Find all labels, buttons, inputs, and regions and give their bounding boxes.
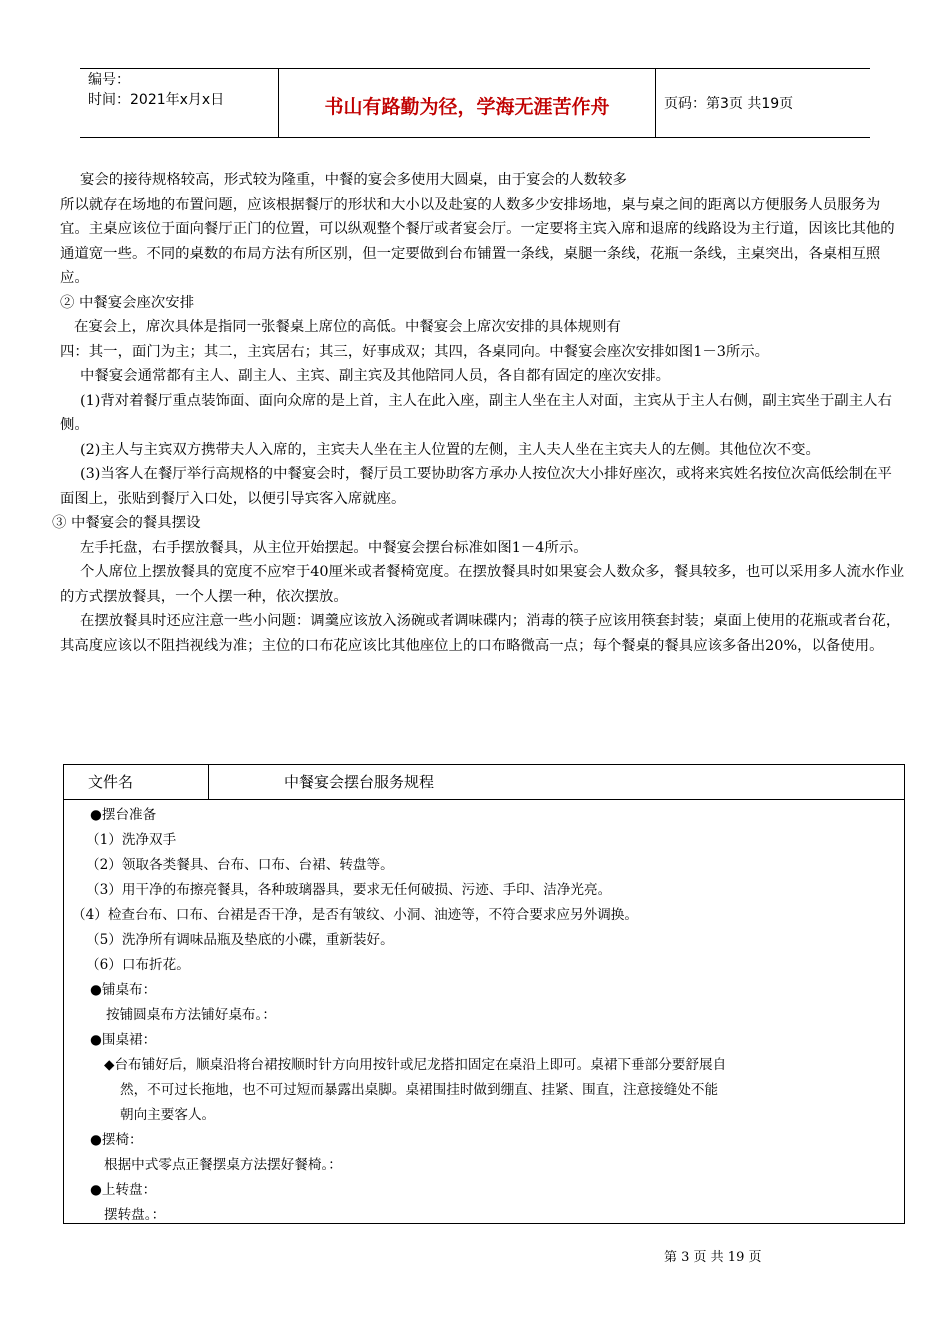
procedure-list bbox=[64, 803, 904, 1228]
list-item: （3）用干净的布擦亮餐具，各种玻璃器具，要求无任何破损、污迹、手印、洁净光亮。 bbox=[86, 882, 612, 898]
table-value-cell: 中餐宴会摆台服务规程 bbox=[284, 773, 435, 791]
list-item: ●上转盘： bbox=[90, 1182, 157, 1198]
list-item: ●摆椅： bbox=[90, 1132, 143, 1148]
paragraph: 在宴会上，席次具体是指同一张餐桌上席位的高低。中餐宴会上席次安排的具体规则有 bbox=[74, 319, 621, 335]
header-meta-cell bbox=[80, 69, 279, 137]
list-item: ●围桌裙： bbox=[90, 1032, 157, 1048]
list-item: （2）领取各类餐具、台布、口布、台裙、转盘等。 bbox=[86, 857, 394, 873]
list-item: （1）洗净双手 bbox=[86, 832, 177, 848]
list-item: 摆转盘。： bbox=[104, 1207, 166, 1223]
header-page-cell bbox=[656, 69, 870, 137]
document-number: 编号： bbox=[88, 72, 130, 88]
paragraph: (3)当客人在餐厅举行高规格的中餐宴会时，餐厅员工要协助客方承办人按位次大小排好座次，或将来宾姓名按位次高低绘制在平面图上，张贴到餐厅入口处，以便引导宾客入席就座。 bbox=[60, 466, 892, 507]
paragraph: (1)背对着餐厅重点装饰面、面向众席的是上首，主人在此入座，副主人坐在主人对面，主宾从于主人右侧，副主宾坐于副主人右侧。 bbox=[60, 392, 892, 433]
list-item: ●铺桌布： bbox=[90, 982, 157, 998]
paragraph: 左手托盘，右手摆放餐具，从主位开始摆起。中餐宴会摆台标准如图1－4所示。 bbox=[80, 539, 588, 556]
section-heading: ② 中餐宴会座次安排 bbox=[60, 294, 195, 311]
paragraph: 个人席位上摆放餐具的宽度不应窄于40厘米或者餐椅宽度。在摆放餐具时如果宴会人数众多，餐具较多，也可以采用多人流水作业的方式摆放餐具，一个人摆一种，依次摆放。 bbox=[60, 564, 905, 605]
list-item: （6）口布折花。 bbox=[86, 957, 190, 973]
list-item: 根据中式零点正餐摆桌方法摆好餐椅。： bbox=[104, 1157, 342, 1173]
header-motto-cell bbox=[279, 69, 656, 137]
paragraph: 宴会的接待规格较高，形式较为隆重，中餐的宴会多使用大圆桌，由于宴会的人数较多 bbox=[80, 172, 627, 188]
table-header-row bbox=[64, 765, 904, 800]
procedure-table bbox=[63, 764, 905, 1224]
table-key-cell: 文件名 bbox=[64, 765, 209, 799]
paragraph: 在摆放餐具时还应注意一些小问题：调羹应该放入汤碗或者调味碟内；消毒的筷子应该用筷套封装；桌面上使用的花瓶或者台花，其高度应该以不阻挡视线为准；主位的口布花应该比其他座位上的口布略微高一点；每个餐桌的餐具应该多备出20%，以备使用。 bbox=[60, 613, 901, 654]
list-item: 朝向主要客人。 bbox=[120, 1107, 216, 1123]
list-item: ●摆台准备 bbox=[90, 807, 157, 823]
header-page-info: 页码：第3页 共19页 bbox=[664, 96, 794, 112]
list-item: 按铺圆桌布方法铺好桌布。： bbox=[106, 1007, 276, 1023]
paragraph: 四：其一，面门为主；其二，主宾居右；其三，好事成双；其四，各桌同向。中餐宴会座次安排如图1－3所示。 bbox=[60, 343, 770, 360]
page-header bbox=[80, 68, 870, 138]
list-item: ◆台布铺好后，顺桌沿将台裙按顺时针方向用按针或尼龙搭扣固定在桌沿上即可。桌裙下垂部分要舒展自 bbox=[104, 1057, 727, 1073]
section-heading: ③ 中餐宴会的餐具摆设 bbox=[52, 515, 201, 531]
body-text bbox=[52, 168, 905, 658]
list-item: （4）检查台布、口布、台裙是否干净，是否有皱纹、小洞、油迹等，不符合要求应另外调换。 bbox=[72, 907, 638, 923]
header-motto: 书山有路勤为径，学海无涯苦作舟 bbox=[324, 96, 610, 118]
list-item: （5）洗净所有调味品瓶及垫底的小碟，重新装好。 bbox=[86, 932, 394, 948]
page-footer: 第 3 页 共 19 页 bbox=[664, 1250, 762, 1265]
list-item: 然，不可过长拖地，也不可过短而暴露出桌脚。桌裙围挂时做到绷直、挂紧、围直，注意接缝处不能 bbox=[120, 1082, 719, 1098]
paragraph: (2)主人与主宾双方携带夫人入席的，主宾夫人坐在主人位置的左侧，主人夫人坐在主宾夫人的左侧。其他位次不变。 bbox=[80, 441, 820, 458]
paragraph: 中餐宴会通常都有主人、副主人、主宾、副主宾及其他陪同人员，各自都有固定的座次安排。 bbox=[80, 368, 671, 384]
paragraph: 所以就存在场地的布置问题，应该根据餐厅的形状和大小以及赴宴的人数多少安排场地，桌与桌之间的距离以方便服务人员服务为宜。主桌应该位于面向餐厅正门的位置，可以纵观整个餐厅或者宴会厅。一定要将主宾入席和退席的线路设为主行道，因该比其他的通道宽一些。不同的桌数的布局方法有所区别，但一定要做到台布铺置一条线，桌腿一条线，花瓶一条线，主桌突出，各桌相互照应。 bbox=[60, 196, 895, 286]
document-date: 时间：2021年x月x日 bbox=[88, 92, 225, 108]
